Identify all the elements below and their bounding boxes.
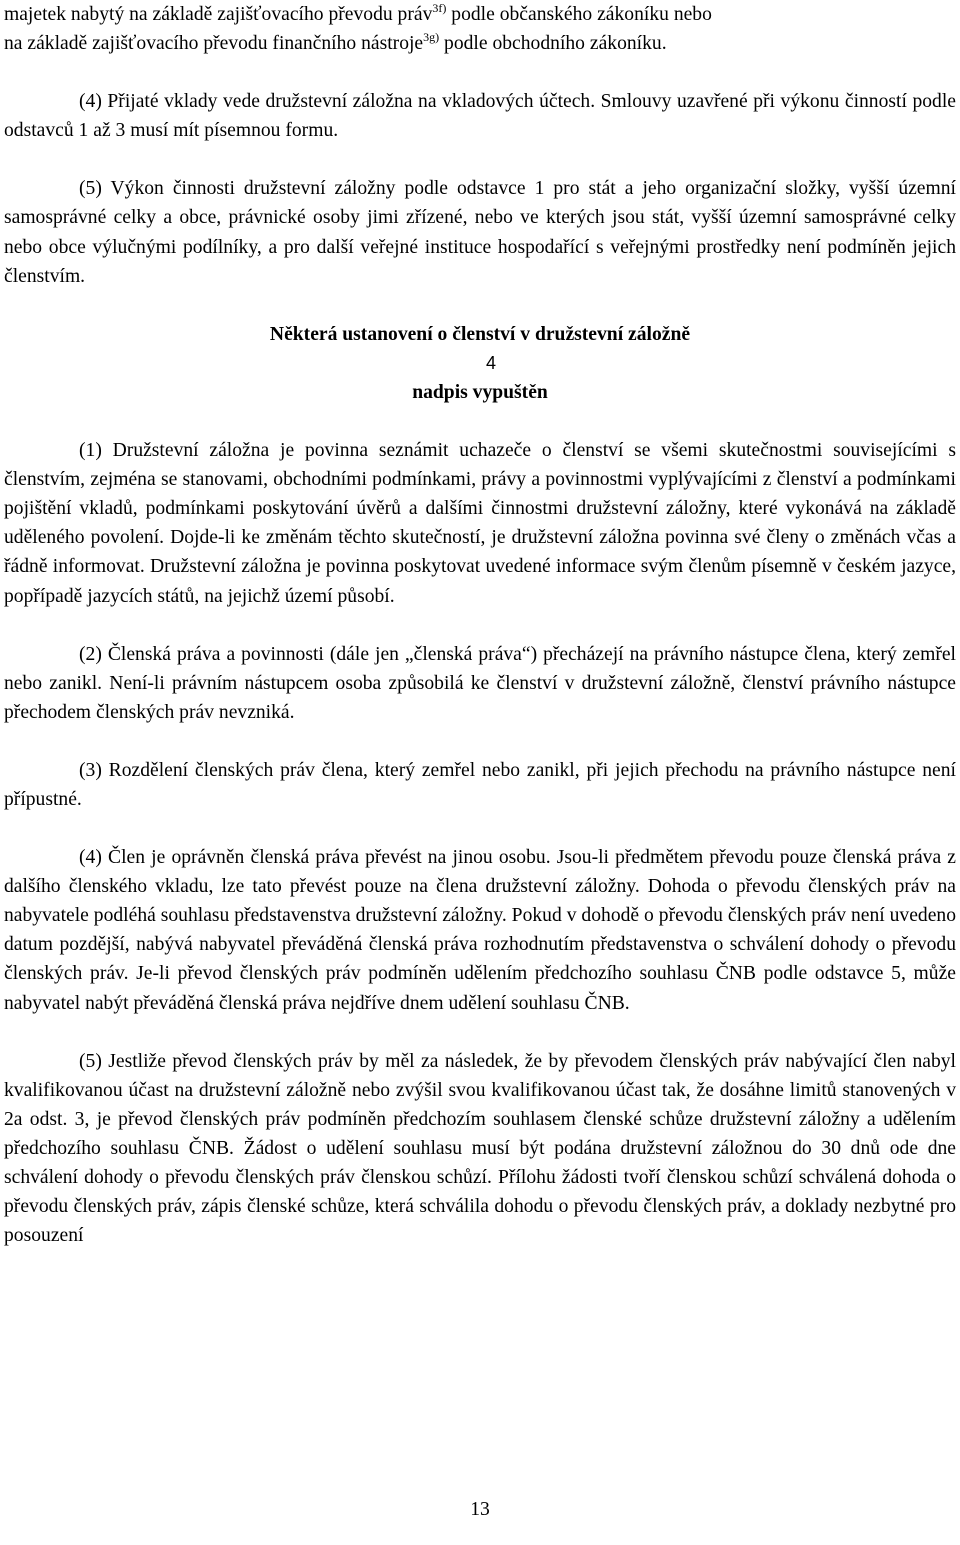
section-4-paragraph-4: (4) Člen je oprávněn členská práva převést na jinou osobu. Jsou-li předmětem převodu pouze členská práva z dalšího členského vkladu, lze tato převést pouze na člena družstevní záložny. Dohoda o převodu členských práv na nabyvatele podléhá souhlasu představenstva družstevní záložny. Pokud v dohodě o převodu členských práv není uvedeno datum pozdější, nabývá nabyvatel převáděná členská práva rozhodnutím představenstva o schválení dohody o převodu členských práv. Je-li převod členských práv podmíněn udělením předchozího souhlasu ČNB podle odstavce 5, může nabyvatel nabýt převáděná členská práva nejdříve dnem udělení souhlasu ČNB.	[4, 847, 956, 1014]
top-fragment-line1-end: podle občanského zákoníku nebo	[446, 4, 712, 25]
section-4-paragraph-5: (5) Jestliže převod členských práv by měl za následek, že by převodem členských práv nabývající člen nabyl kvalifikovanou účast na družstevní záložně nebo zvýšil svou kvalifikovanou účast tak, že dosáhne limitů stanovených v 2a odst. 3, je převod členských práv podmíněn předchozím souhlasem členské schůze družstevní záložny a udělením předchozího souhlasu ČNB. Žádost o udělení souhlasu musí být podána družstevní záložnou do 30 dnů ode dne schválení dohody o převodu členských práv členskou schůzí. Přílohu žádosti tvoří členskou schůzí schválená dohoda o převodu členských práv, zápis členské schůze, která schválila dohodu o převodu členských práv, a doklady nezbytné pro posouzení	[4, 1050, 956, 1247]
page-number: 13	[470, 1499, 490, 1520]
section-number: 4	[485, 352, 496, 373]
footnote-ref-3f: 3f)	[432, 1, 447, 15]
section-4-paragraph-2: (2) Členská práva a povinnosti (dále jen „členská práva“) přecházejí na právního nástupce člena, který zemřel nebo zanikl. Není-li právním nástupcem osoba způsobilá ke členství v družstevní záložně, členství právního nástupce přechodem členských práv nevzniká.	[4, 643, 956, 723]
section-4-paragraph-1: (1) Družstevní záložna je povinna seznámit uchazeče o členství se všemi skutečnostmi souvisejícími s členstvím, zejména se stanovami, obchodními podmínkami, právy a povinnostmi vyplývajícími z členství a podmínkami pojištění vkladů, podmínkami poskytování úvěrů a dalšími činnostmi družstevní záložny, které vykonává na základě uděleného povolení. Dojde-li ke změnám těchto skutečností, je družstevní záložna povinna své členy o změnách včas a řádně informovat. Družstevní záložna je povinna poskytovat uvedené informace svým členům písemně v českém jazyce, popřípadě jazycích států, na jejichž území působí.	[4, 440, 956, 607]
section-4-paragraph-3: (3) Rozdělení členských práv člena, který zemřel nebo zanikl, při jejich přechodu na právního nástupce není přípustné.	[4, 759, 956, 810]
top-fragment-line1-start: majetek nabytý na základě zajišťovacího převodu práv	[4, 4, 433, 25]
section-subtitle: nadpis vypuštěn	[412, 381, 548, 403]
top-fragment-line2-start: na základě zajišťovacího převodu finančního nástroje	[4, 33, 424, 55]
top-paragraph-fragment	[4, 0, 956, 58]
paragraph-5: (5) Výkon činnosti družstevní záložny podle odstavce 1 pro stát a jeho organizační složky, vyšší územní samosprávné celky a obce, právnické osoby jimi zřízené, nebo ve kterých jsou stát, vyšší územní samosprávné celky nebo obce výlučnými podílníky, a pro další veřejné instituce hospodařící s veřejnými prostředky není podmíněn jejich členstvím.	[4, 178, 956, 287]
section-number-line	[4, 349, 956, 378]
section-heading: Některá ustanovení o členství v družstevní záložně	[269, 323, 691, 345]
footnote-ref-3g: 3g)	[423, 30, 440, 45]
paragraph-4: (4) Přijaté vklady vede družstevní záložna na vkladových účtech. Smlouvy uzavřené při výkonu činností podle odstavců 1 až 3 musí mít písemnou formu.	[4, 91, 956, 142]
top-fragment-line2-end: podle obchodního zákoníku.	[439, 33, 667, 55]
